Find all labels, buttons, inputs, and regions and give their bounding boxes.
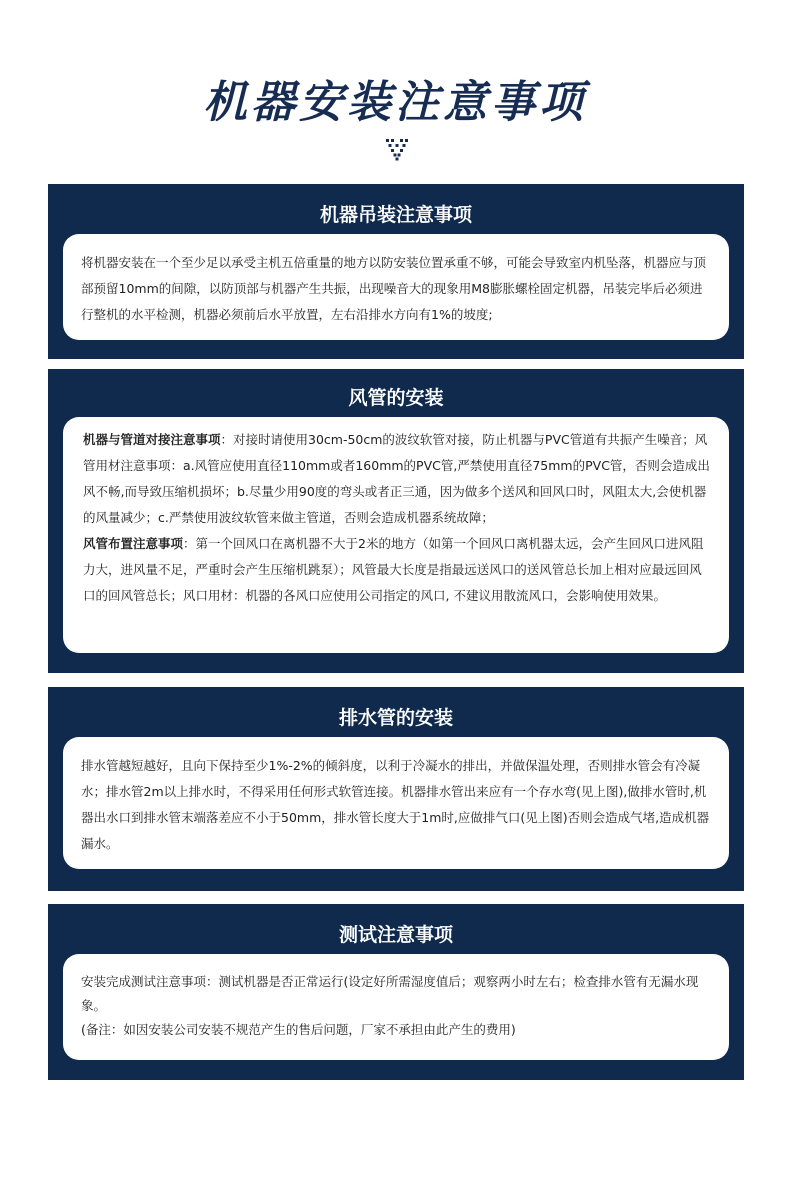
chevron-down-icon	[385, 137, 409, 161]
duct-label-2: 风管布置注意事项	[83, 536, 184, 551]
section-heading: 机器吊装注意事项	[319, 204, 472, 226]
section-body: 排水管越短越好，且向下保持至少1%-2%的倾斜度，以利于冷凝水的排出，并做保温处理，否则排水管会有冷凝水；排水管2m以上排水时，不得采用任何形式软管连接。机器排水管出来应有一个存水弯(见上图),做排水管时,机器出水口到排水管末端落差应不小于50mm，排水管长度大于1m时,应做排气口(见上图)否则会造成气堵,造成机器漏水。	[81, 758, 710, 851]
section-heading: 风管的安装	[348, 387, 444, 409]
section-note: (备注：如因安装公司安装不规范产生的售后问题，厂家不承担由此产生的费用)	[81, 1022, 516, 1037]
section-card	[63, 234, 729, 340]
section-drain	[48, 687, 744, 891]
section-card	[63, 954, 729, 1060]
section-heading: 测试注意事项	[338, 924, 453, 946]
duct-text-2: ：第一个回风口在离机器不大于2米的地方（如第一个回风口离机器太远，会产生回风口进风阻力大，进风量不足，严重时会产生压缩机跳泵）；风管最大长度是指最远送风口的送风管总长加上相对应最远回风口的回风管总长；风口用材：机器的各风口应使用公司指定的风口, 不建议用散流风口，会影响使用效果。	[83, 536, 704, 603]
section-heading: 排水管的安装	[338, 707, 453, 729]
duct-paragraph-2	[83, 531, 713, 609]
section-card	[63, 737, 729, 869]
section-duct	[48, 369, 744, 673]
section-card	[63, 417, 729, 653]
duct-label-1: 机器与管道对接注意事项	[83, 432, 221, 447]
section-body: 安装完成测试注意事项：测试机器是否正常运行(设定好所需湿度值后；观察两小时左右；检查排水管有无漏水现象。	[81, 974, 699, 1013]
duct-text-1: ：对接时请使用30cm-50cm的波纹软管对接，防止机器与PVC管道有共振产生噪音；风管用材注意事项：a.风管应使用直径110mm或者160mm的PVC管,严禁使用直径75mm的PVC管，否则会造成出风不畅,而导致压缩机损坏；b.尽量少用90度的弯头或者正三通，因为做多个送风和回风口时，风阻太大,会使机器的风量减少；c.严禁使用波纹软管来做主管道，否则会造成机器系统故障；	[83, 432, 710, 525]
duct-paragraph-1	[83, 427, 713, 531]
section-lifting	[48, 184, 744, 359]
page-title: 机器安装注意事项	[203, 77, 587, 128]
section-body: 将机器安装在一个至少足以承受主机五倍重量的地方以防安装位置承重不够，可能会导致室内机坠落，机器应与顶部预留10mm的间隙，以防顶部与机器产生共振，出现噪音大的现象用M8膨胀螺栓固定机器，吊装完毕后必须进行整机的水平检测，机器必须前后水平放置，左右沿排水方向有1%的坡度;	[81, 255, 707, 322]
section-testing	[48, 904, 744, 1080]
